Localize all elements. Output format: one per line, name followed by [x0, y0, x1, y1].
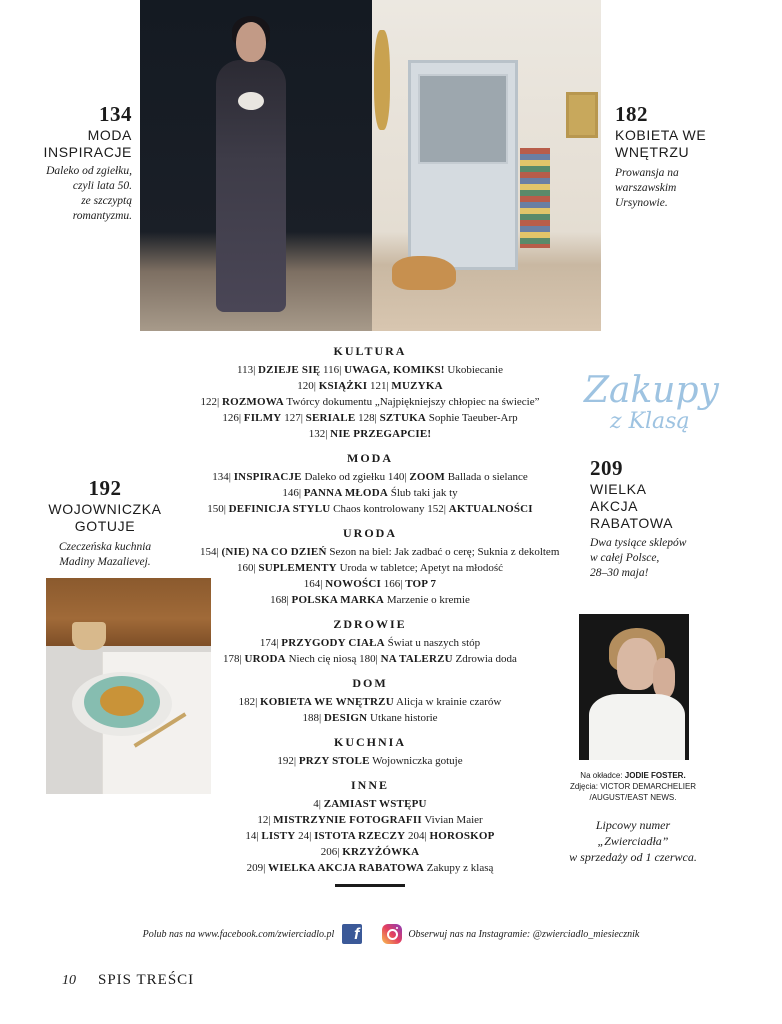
toc-page-number[interactable]: 160| [236, 562, 256, 574]
model-head [236, 22, 266, 62]
promo-line: „Zwierciadła” [597, 834, 669, 848]
toc-line [200, 485, 540, 501]
wooden-board [46, 578, 211, 646]
toc-entry-title[interactable]: URODA [244, 653, 286, 665]
toc-page-number[interactable]: 204| [407, 830, 427, 842]
feature-desc-line: ze szczyptą [81, 195, 132, 207]
toc-line [200, 812, 540, 828]
toc-entry-title[interactable]: POLSKA MARKA [291, 594, 385, 606]
toc-line [200, 694, 540, 710]
toc-line [200, 860, 540, 876]
soup [100, 686, 144, 716]
page-title: SPIS TREŚCI [98, 972, 195, 988]
toc-line [200, 635, 540, 651]
page-footer [62, 972, 194, 989]
feature-desc-line: Prowansja na [615, 167, 679, 179]
feature-desc-line: warszawskim [615, 182, 677, 194]
page-number: 10 [62, 973, 76, 988]
toc-entry-subtitle: Vivian Maier [424, 814, 483, 826]
toc-entry-subtitle: Sophie Taeuber-Arp [428, 412, 518, 424]
next-issue-promo [552, 817, 714, 865]
toc-page-number[interactable]: 12| [257, 814, 271, 826]
toc-page-number[interactable]: 14| [245, 830, 259, 842]
feature-title-line: KOBIETA WE [615, 127, 707, 143]
toc-entry-subtitle: Marzenie o kremie [386, 594, 470, 606]
cover-shirt [589, 694, 685, 760]
rabbit [238, 92, 264, 110]
toc-page-number[interactable]: 4| [313, 798, 321, 810]
cover-face [617, 638, 657, 690]
instagram-icon[interactable] [382, 924, 402, 944]
toc-line [200, 710, 540, 726]
feature-desc-line: Madiny Mazalievej. [59, 556, 151, 568]
feature-page-number: 134 [99, 102, 132, 126]
toc-entry-title[interactable]: AKTUALNOŚCI [448, 503, 533, 515]
toc-page-number[interactable]: 164| [303, 578, 323, 590]
toc-entry-subtitle: Utkane historie [370, 712, 438, 724]
toc-section-dom: DOM [352, 676, 388, 690]
toc-line [200, 651, 540, 667]
feature-title-line: INSPIRACJE [43, 144, 132, 160]
feature-title-line: AKCJA RABATOWA [590, 498, 674, 531]
toc-page-number[interactable]: 188| [302, 712, 322, 724]
feature-page-number: 192 [88, 476, 122, 500]
feature-desc-line: Ursynowie. [615, 197, 668, 209]
feature-page-number: 209 [590, 456, 623, 480]
toc-entry-title[interactable]: LISTY [261, 830, 296, 842]
toc-entry-title[interactable]: ROZMOWA [221, 396, 284, 408]
toc-line [200, 501, 540, 517]
toc-section-inne: INNE [350, 778, 389, 792]
zakupy-z-klasa-logo [584, 372, 724, 452]
feature-page-number: 182 [615, 102, 648, 126]
table-of-contents [200, 344, 560, 887]
toc-page-number[interactable]: 121| [369, 380, 389, 392]
credit-label: Na okładce: [580, 771, 623, 780]
toc-entry-title[interactable]: KOBIETA WE WNĘTRZU [260, 696, 394, 708]
feature-sale-blurb [590, 456, 720, 581]
feature-title-line: WNĘTRZU [615, 144, 690, 160]
feature-title-line: WOJOWNICZKA [48, 501, 162, 517]
feature-title [20, 127, 132, 161]
toc-entry-subtitle: Chaos kontrolowany [333, 503, 425, 515]
toc-entry-title[interactable]: KRZYŻÓWKA [342, 846, 420, 858]
toc-entry-subtitle: Daleko od zgiełku [304, 471, 386, 483]
toc-line [200, 469, 540, 485]
toc-page-number[interactable]: 132| [308, 428, 328, 440]
logo-line: Zakupy [584, 370, 719, 411]
feature-desc-line: Daleko od zgiełku, [46, 165, 132, 177]
toc-section-zdrowie: ZDROWIE [333, 617, 407, 631]
toc-line [200, 576, 540, 592]
book-stack [520, 148, 550, 248]
toc-entry-title[interactable]: NIE PRZEGAPCIE! [330, 428, 432, 440]
cover-credit [552, 770, 714, 803]
logo-line: z Klasą [610, 409, 690, 434]
toc-entry-title[interactable]: KSIĄŻKI [318, 380, 368, 392]
picture-frame [566, 92, 598, 138]
toc-line [200, 844, 540, 860]
feature-desc-line: w całej Polsce, [590, 552, 660, 564]
toc-entry-subtitle: Wojowniczka gotuje [372, 755, 463, 767]
toc-section-moda: MODA [347, 451, 393, 465]
toc-entry-title[interactable]: SZTUKA [379, 412, 426, 424]
feature-description [590, 536, 720, 581]
toc-page-number[interactable]: 178| [223, 653, 242, 665]
toc-entry-subtitle: Zakupy z klasą [426, 862, 494, 874]
cup [72, 622, 106, 650]
food-photo [46, 578, 211, 794]
facebook-link[interactable]: Polub nas na www.facebook.com/zwierciadlo.pl [142, 928, 335, 940]
toc-page-number[interactable]: 174| [259, 637, 279, 649]
toc-line [200, 753, 540, 769]
toc-page-number[interactable]: 113| [236, 364, 256, 376]
toc-section-kultura: KULTURA [333, 344, 407, 358]
toc-entry-subtitle: Zdrowia doda [455, 653, 517, 665]
toc-page-number[interactable]: 182| [238, 696, 258, 708]
toc-page-number[interactable]: 206| [320, 846, 340, 858]
toc-line [200, 544, 560, 560]
feature-title [590, 481, 720, 532]
feature-desc-line: Czeczeńska kuchnia [58, 541, 152, 553]
toc-entry-title[interactable]: WIELKA AKCJA RABATOWA [268, 862, 425, 874]
toc-page-number[interactable]: 146| [282, 487, 302, 499]
feature-desc-line: Dwa tysiące sklepów [590, 537, 687, 549]
toc-entry-title[interactable]: ZOOM [409, 471, 445, 483]
feature-moda-blurb [20, 102, 132, 224]
toc-entry-title[interactable]: PRZY STOLE [298, 755, 370, 767]
toc-entry-title[interactable]: INSPIRACJE [233, 471, 302, 483]
toc-entry-subtitle: Świat u naszych stóp [387, 637, 481, 649]
cabinet-glass [418, 74, 508, 164]
toc-page-number[interactable]: 166| [383, 578, 403, 590]
toc-page-number[interactable]: 24| [298, 830, 312, 842]
credit-value: /AUGUST/EAST NEWS. [589, 793, 677, 802]
toc-page-number[interactable]: 168| [270, 594, 289, 606]
feature-description [30, 540, 180, 570]
feature-description [20, 164, 132, 224]
toc-page-number[interactable]: 128| [358, 412, 377, 424]
feature-title [615, 127, 735, 161]
toc-section-uroda: URODA [343, 526, 397, 540]
toc-page-number[interactable]: 209| [246, 862, 266, 874]
toc-entry-title[interactable]: SERIALE [305, 412, 356, 424]
promo-line: Lipcowy numer [595, 818, 671, 832]
toc-page-number[interactable]: 154| [200, 546, 219, 558]
toc-line [200, 592, 540, 608]
toc-entry-title[interactable]: PANNA MŁODA [303, 487, 388, 499]
feature-title-line: GOTUJE [74, 518, 136, 534]
toc-line [200, 378, 540, 394]
social-links [0, 924, 782, 944]
toc-entry-subtitle: Uroda w tabletce; Apetyt na młodość [339, 562, 504, 574]
feature-title [30, 501, 180, 535]
toc-page-number[interactable]: 120| [297, 380, 316, 392]
feature-interior-blurb [615, 102, 735, 211]
toc-page-number[interactable]: 116| [323, 364, 342, 376]
facebook-icon[interactable]: f [342, 924, 362, 944]
toc-page-number[interactable]: 134| [212, 471, 231, 483]
toc-page-number[interactable]: 122| [200, 396, 220, 408]
cover-hand [653, 658, 675, 698]
toc-entry-subtitle: Ukobiecanie [447, 364, 503, 376]
credit-label: Zdjęcia: [569, 782, 598, 791]
toc-entry-subtitle: Sezon na biel: Jak zadbać o cerę; Suknia z dekoltem [329, 546, 560, 558]
toc-entry-title[interactable]: NOWOŚCI [325, 578, 381, 590]
toc-entry-title[interactable]: UWAGA, KOMIKS! [344, 364, 445, 376]
toc-entry-title[interactable]: PRZYGODY CIAŁA [281, 637, 385, 649]
interior-photo [372, 0, 601, 331]
toc-page-number[interactable]: 192| [277, 755, 297, 767]
toc-end-divider [335, 884, 405, 887]
toc-entry-title[interactable]: MISTRZYNIE FOTOGRAFII [273, 814, 422, 826]
feature-title-line: MODA [87, 127, 132, 143]
cover-photo [579, 614, 689, 760]
fashion-photo [140, 0, 372, 331]
toc-entry-subtitle: Twórcy dokumentu „Najpiękniejszy chłopiec na świecie” [286, 396, 540, 408]
toc-page-number[interactable]: 127| [284, 412, 303, 424]
toc-entry-title[interactable]: MUZYKA [391, 380, 443, 392]
feature-desc-line: czyli lata 50. [72, 180, 132, 192]
credit-value: JODIE FOSTER. [624, 771, 686, 780]
toc-line [200, 362, 540, 378]
toc-line [200, 410, 540, 426]
toc-page-number[interactable]: 152| [427, 503, 446, 515]
toc-entry-title[interactable]: (NIE) NA CO DZIEŃ [221, 546, 327, 558]
toc-entry-title[interactable]: DZIEJE SIĘ [258, 364, 321, 376]
toc-entry-title[interactable]: DESIGN [323, 712, 368, 724]
promo-line: w sprzedaży od 1 czerwca. [569, 850, 697, 864]
feature-desc-line: 28–30 maja! [590, 567, 649, 579]
gold-mirror [374, 30, 390, 130]
toc-entry-title[interactable]: ZAMIAST WSTĘPU [323, 798, 427, 810]
toc-entry-subtitle: Niech cię niosą [288, 653, 357, 665]
toc-section-kuchnia: KUCHNIA [333, 735, 406, 749]
toc-page-number[interactable]: 180| [359, 653, 378, 665]
toc-line [200, 394, 540, 410]
feature-desc-line: romantyzmu. [72, 210, 132, 222]
toc-entry-subtitle: Ballada o sielance [447, 471, 528, 483]
toc-line [200, 560, 540, 576]
feature-title-line: WIELKA [590, 481, 647, 497]
toc-entry-title[interactable]: HOROSKOP [429, 830, 495, 842]
dog [392, 256, 456, 290]
feature-cooking-blurb [30, 476, 180, 570]
toc-line [200, 426, 540, 442]
toc-page-number[interactable]: 150| [207, 503, 226, 515]
toc-entry-title[interactable]: DEFINICJA STYLU [228, 503, 331, 515]
credit-value: VICTOR DEMARCHELIER [600, 782, 697, 791]
toc-page-number[interactable]: 126| [222, 412, 242, 424]
instagram-link[interactable]: Obserwuj nas na Instagramie: @zwierciadlo_miesiecznik [408, 928, 640, 940]
toc-page-number[interactable]: 140| [387, 471, 407, 483]
feature-description [615, 166, 735, 211]
toc-line [200, 828, 540, 844]
toc-entry-title[interactable]: TOP 7 [405, 578, 437, 590]
toc-entry-subtitle: Ślub taki jak ty [390, 487, 458, 499]
toc-entry-title[interactable]: ISTOTA RZECZY [314, 830, 406, 842]
toc-entry-title[interactable]: NA TALERZU [380, 653, 453, 665]
toc-entry-title[interactable]: SUPLEMENTY [258, 562, 337, 574]
toc-entry-subtitle: Alicja w krainie czarów [396, 696, 502, 708]
toc-line [200, 796, 540, 812]
toc-entry-title[interactable]: FILMY [243, 412, 282, 424]
